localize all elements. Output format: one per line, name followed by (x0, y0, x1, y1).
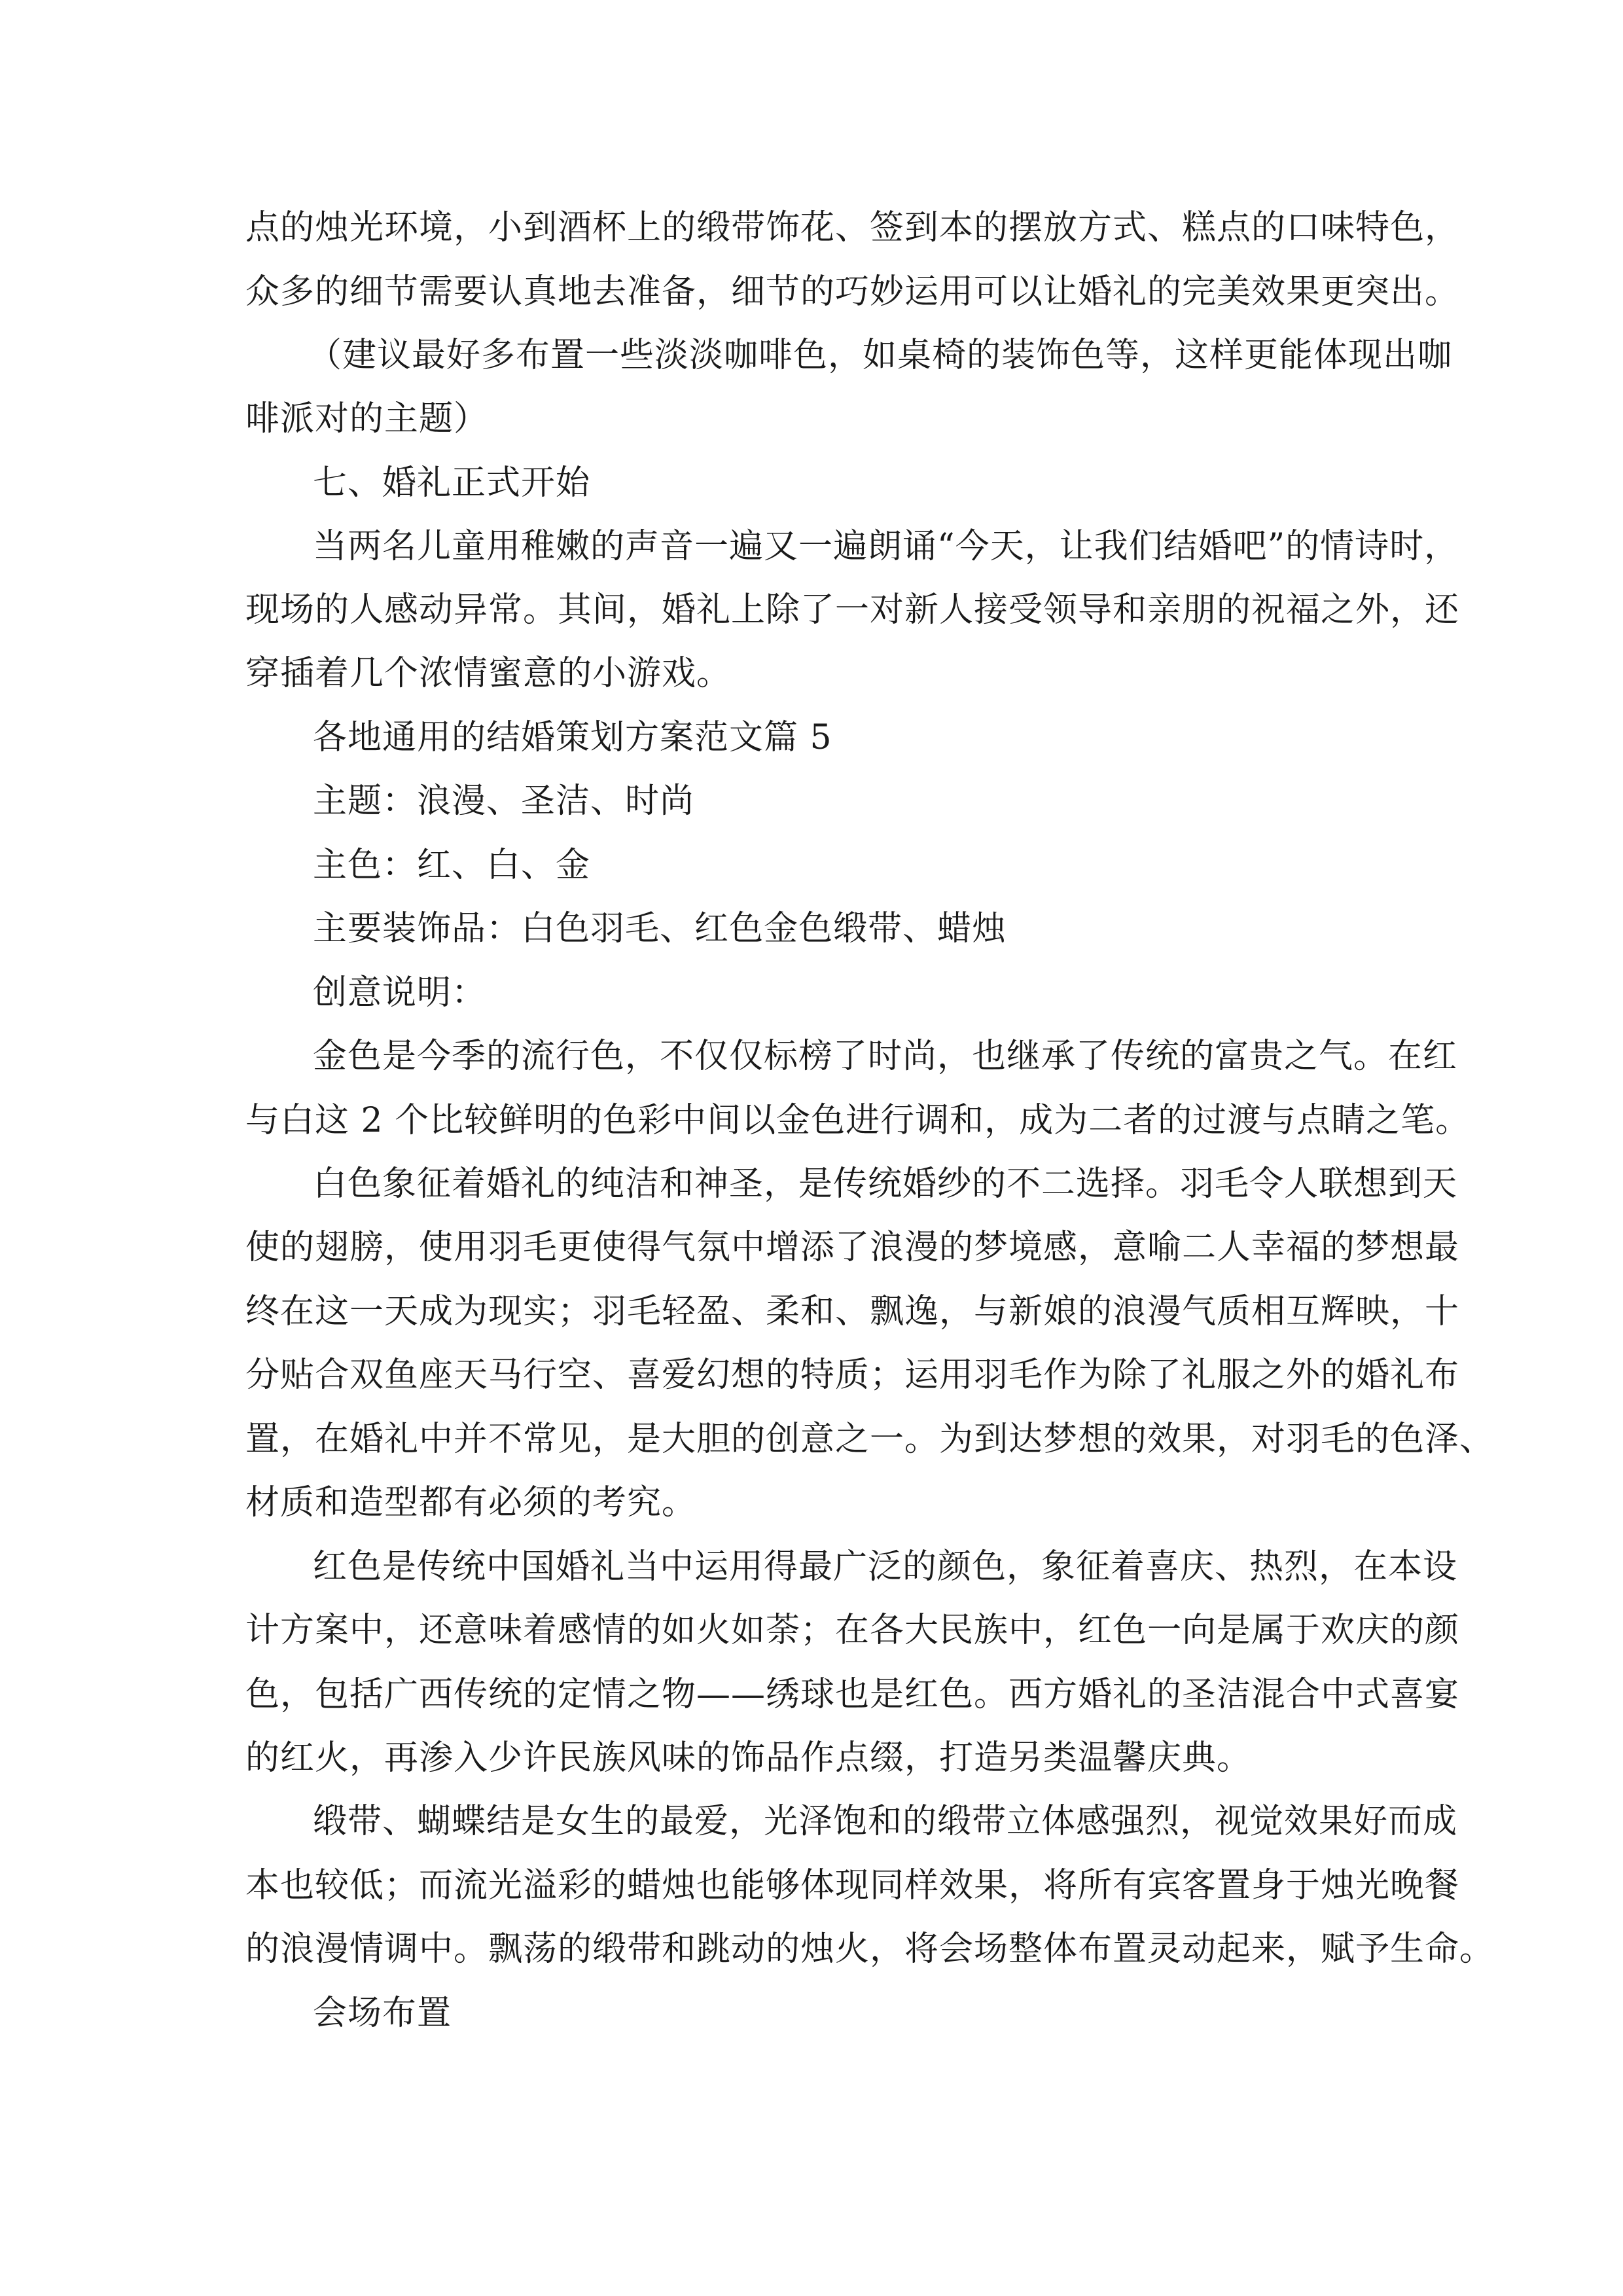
text-line: 金色是今季的流行色，不仅仅标榜了时尚，也继承了传统的富贵之气。在红 (313, 1037, 1458, 1076)
text-line: 主要装饰品：白色羽毛、红色金色缎带、蜡烛 (313, 909, 1007, 948)
section-heading: 会场布置 (313, 1994, 452, 2033)
text-line: 分贴合双鱼座天马行空、喜爱幻想的特质；运用羽毛作为除了礼服之外的婚礼布 (245, 1355, 1460, 1395)
text-line: 置，在婚礼中并不常见，是大胆的创意之一。为到达梦想的效果，对羽毛的色泽、 (245, 1420, 1495, 1459)
text-line: 穿插着几个浓情蜜意的小游戏。 (245, 654, 732, 693)
text-line: 现场的人感动异常。其间，婚礼上除了一对新人接受领导和亲朋的祝福之外，还 (245, 590, 1460, 630)
section-heading: 七、婚礼正式开始 (313, 463, 591, 503)
text-line: 点的烛光环境，小到酒杯上的缎带饰花、签到本的摆放方式、糕点的口味特色， (245, 208, 1460, 247)
text-line: 主色：红、白、金 (313, 846, 591, 885)
text-line: 当两名儿童用稚嫩的声音一遍又一遍朗诵“今天，让我们结婚吧”的情诗时， (313, 527, 1459, 566)
text-line: 计方案中，还意味着感情的如火如荼；在各大民族中，红色一向是属于欢庆的颜 (245, 1611, 1460, 1650)
article-title: 各地通用的结婚策划方案范文篇 5 (313, 718, 832, 757)
text-line: 红色是传统中国婚礼当中运用得最广泛的颜色，象征着喜庆、热烈，在本设 (313, 1547, 1458, 1587)
text-line: 白色象征着婚礼的纯洁和神圣，是传统婚纱的不二选择。羽毛令人联想到天 (313, 1164, 1458, 1204)
text-line: 缎带、蝴蝶结是女生的最爱，光泽饱和的缎带立体感强烈，视觉效果好而成 (313, 1802, 1458, 1841)
text-line: 主题：浪漫、圣洁、时尚 (313, 781, 695, 821)
text-line: 的浪漫情调中。飘荡的缎带和跳动的烛火，将会场整体布置灵动起来，赋予生命。 (245, 1929, 1495, 1969)
text-line: 的红火，再渗入少许民族风味的饰品作点缀，打造另类温馨庆典。 (245, 1738, 1252, 1778)
text-line: 终在这一天成为现实；羽毛轻盈、柔和、飘逸，与新娘的浪漫气质相互辉映，十 (245, 1292, 1460, 1331)
text-line: 众多的细节需要认真地去准备，细节的巧妙运用可以让婚礼的完美效果更突出。 (245, 272, 1460, 312)
text-line: 本也较低；而流光溢彩的蜡烛也能够体现同样效果，将所有宾客置身于烛光晚餐 (245, 1866, 1460, 1905)
text-line: 与白这 2 个比较鲜明的色彩中间以金色进行调和，成为二者的过渡与点睛之笔。 (245, 1101, 1471, 1140)
text-line: 材质和造型都有必须的考究。 (245, 1483, 697, 1522)
text-line: 色，包括广西传统的定情之物——绣球也是红色。西方婚礼的圣洁混合中式喜宴 (245, 1675, 1460, 1714)
text-line: 使的翅膀，使用羽毛更使得气氛中增添了浪漫的梦境感，意喻二人幸福的梦想最 (245, 1228, 1460, 1267)
text-line: （建议最好多布置一些淡淡咖啡色，如桌椅的装饰色等，这样更能体现出咖 (308, 336, 1453, 375)
text-line: 创意说明： (313, 973, 487, 1013)
text-line: 啡派对的主题） (245, 399, 489, 439)
